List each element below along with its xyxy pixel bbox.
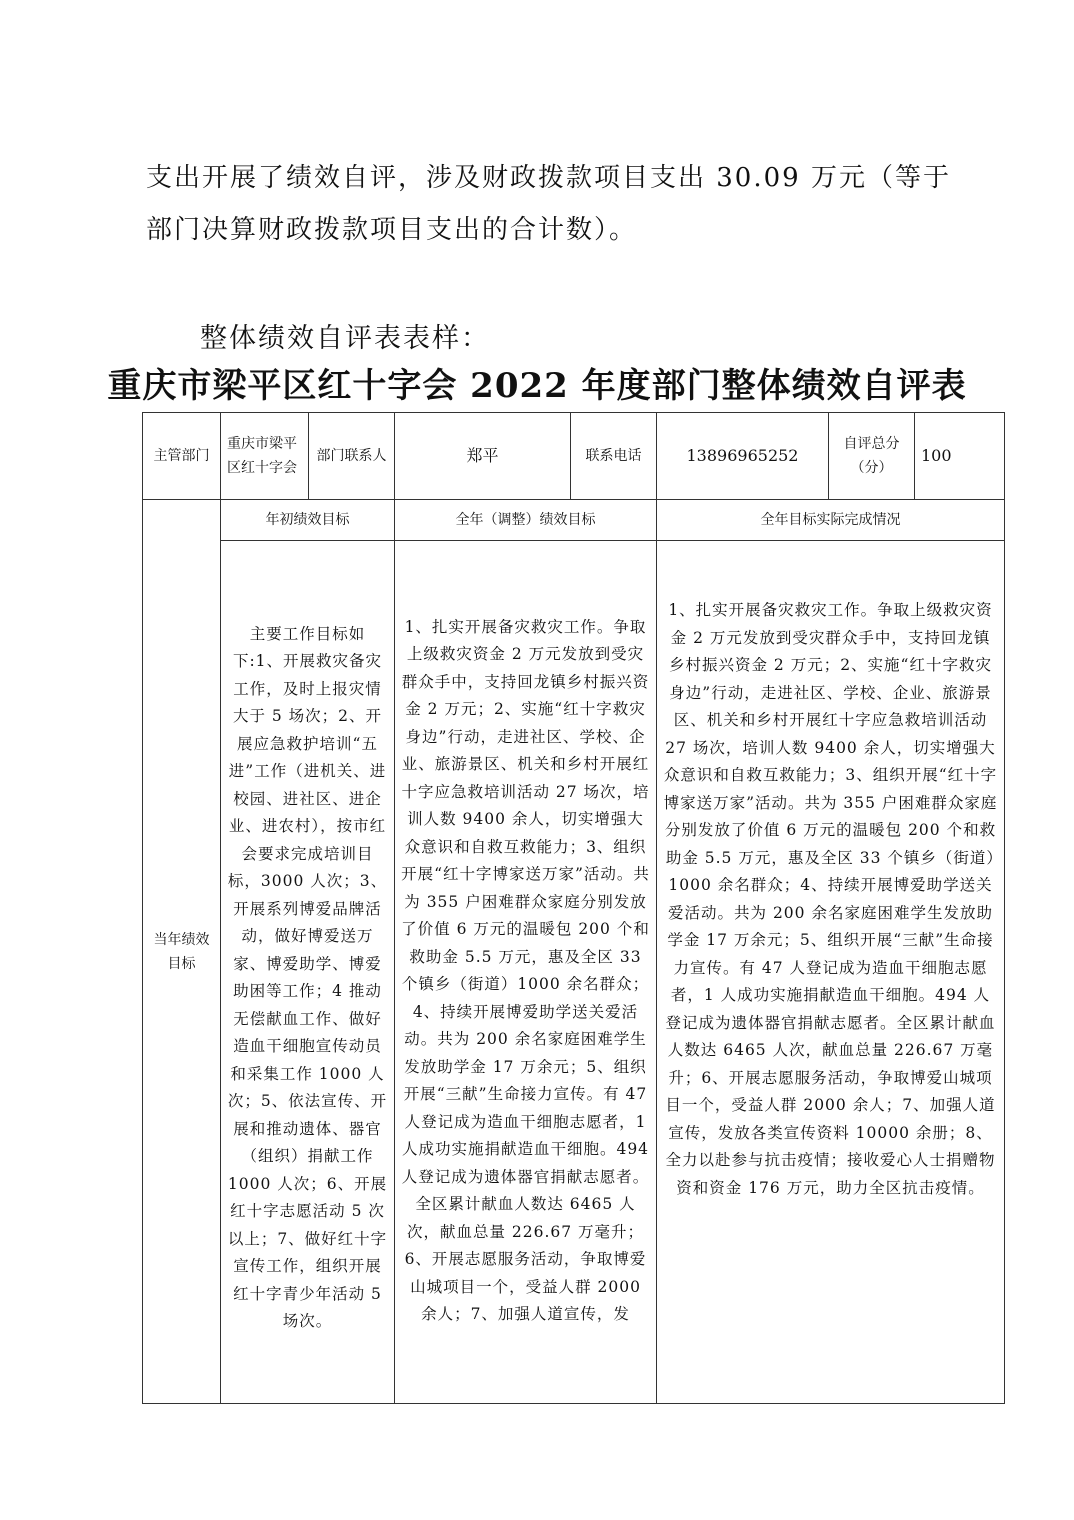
col-adjusted-header: 全年（调整）绩效目标 <box>395 500 657 541</box>
contact-value-cell: 郑平 <box>395 413 571 500</box>
goals-subheader-row <box>143 500 1005 541</box>
adjusted-goals-text: 1、扎实开展备灾救灾工作。争取上级救灾资金 2 万元发放到受灾群众手中，支持回龙镇乡村振兴资金 2 万元；2、实施“红十字救灾身边”行动，走进社区、学校、企业、旅游景区、机关和乡村开展红十字应急救培训活动 27 场次，培训人数 9400 余人，切实增强大众意识和自救互救能力；3、组织开展“红十字博家送万家”活动。共为 355 户困难群众家庭分别发放了价值 6 万元的温暖包 200 个和救助金 5.5 万元，惠及全区 33 个镇乡（街道）1000 余名群众；4、持续开展博爱助学送关爱活动。共为 200 余名家庭困难学生发放助学金 17 万余元；5、组织开展“三献”生命接力宣传。有 47 人登记成为造血干细胞志愿者，1 人成功实施捐献造血干细胞。494 人登记成为遗体器官捐献志愿者。全区累计献血人数达 6465 人次，献血总量 226.67 万毫升；6、开展志愿服务活动，争取博爱山城项目一个，受益人群 2000 余人；7、加强人道宣传，发 <box>401 617 650 1323</box>
dept-label-cell: 主管部门 <box>143 413 221 500</box>
goals-row-label: 当年绩效目标 <box>143 500 221 1404</box>
phone-label-cell: 联系电话 <box>571 413 657 500</box>
intro-line-1: 支出开展了绩效自评，涉及财政拨款项目支出 30.09 万元（等于 <box>146 163 951 193</box>
col-initial-header: 年初绩效目标 <box>221 500 395 541</box>
score-value-cell: 100 <box>915 413 1005 500</box>
score-label-cell: 自评总分（分） <box>829 413 915 500</box>
dept-value-cell: 重庆市梁平区红十字会 <box>221 413 309 500</box>
evaluation-table <box>142 412 1005 1404</box>
phone-value-cell: 13896965252 <box>657 413 829 500</box>
sample-label: 整体绩效自评表表样： <box>200 323 490 354</box>
actual-results-text: 1、扎实开展备灾救灾工作。争取上级救灾资金 2 万元发放到受灾群众手中，支持回龙镇乡村振兴资金 2 万元；2、实施“红十字救灾身边”行动，走进社区、学校、企业、旅游景区、机关和乡村开展红十字应急救培训活动 27 场次，培训人数 9400 余人，切实增强大众意识和自救互救能力；3、组织开展“红十字博家送万家”活动。共为 355 户困难群众家庭分别发放了价值 6 万元的温暖包 200 个和救助金 5.5 万元，惠及全区 33 个镇乡（街道）1000 余名群众；4、持续开展博爱助学送关爱活动。共为 200 余名家庭困难学生发放助学金 17 万余元；5、组织开展“三献”生命接力宣传。有 47 人登记成为造血干细胞志愿者，1 人成功实施捐献造血干细胞。494 人登记成为遗体器官捐献志愿者。全区累计献血人数达 6465 人次，献血总量 226.67 万毫升；6、开展志愿服务活动，争取博爱山城项目一个，受益人群 2000 余人；7、加强人道宣传，发放各类宣传资料 10000 余册；8、全力以赴参与抗击疫情；接收爱心人士捐赠物资和资金 176 万元，助力全区抗击疫情。 <box>663 601 998 1197</box>
goals-body-row <box>143 541 1005 1404</box>
contact-label-cell: 部门联系人 <box>309 413 395 500</box>
intro-line-2: 部门决算财政拨款项目支出的合计数）。 <box>146 215 638 245</box>
adjusted-goals-cell <box>395 541 657 1404</box>
col-actual-header: 全年目标实际完成情况 <box>657 500 1005 541</box>
header-row <box>143 413 1005 500</box>
table-title: 重庆市梁平区红十字会 2022 年度部门整体绩效自评表 <box>107 366 967 406</box>
initial-goals-text: 主要工作目标如下:1、开展救灾备灾工作，及时上报灾情大于 5 场次；2、开展应急救护培训“五进”工作（进机关、进校园、进社区、进企业、进农村），按市红会要求完成培训目标，3000 人次；3、开展系列博爱品牌活动，做好博爱送万家、博爱助学、博爱助困等工作；4 推动无偿献血工作、做好造血干细胞宣传动员和采集工作 1000 人次；5、依法宣传、开展和推动遗体、器官（组织）捐献工作 1000 人次；6、开展红十字志愿活动 5 次以上；7、做好红十字宣传工作，组织开展红十字青少年活动 5 场次。 <box>227 624 388 1330</box>
initial-goals-cell <box>221 541 395 1404</box>
actual-results-cell <box>657 541 1005 1404</box>
